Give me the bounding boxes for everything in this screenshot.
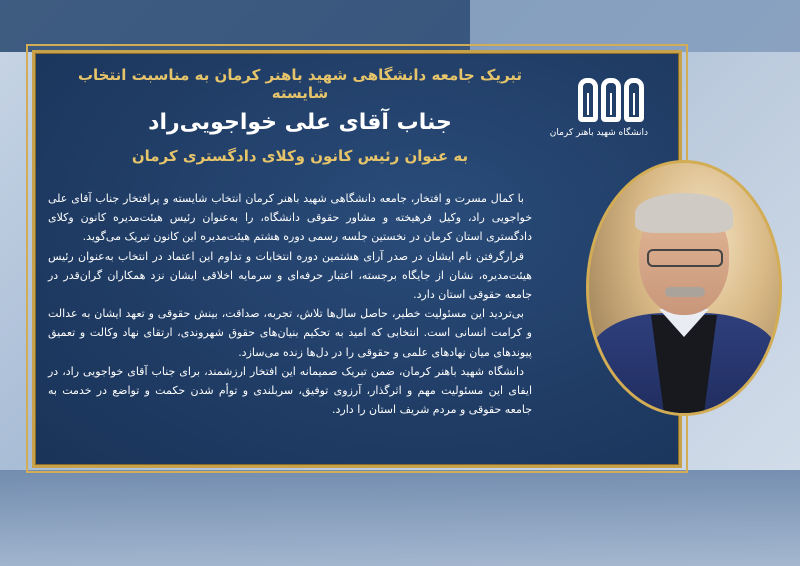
message-paragraph: قرارگرفتن نام ایشان در صدر آرای هشتمین دوره انتخابات و تداوم این اعتماد در انتخاب به‌عنوان رئیس هیئت‌مدیره، نشان از جایگاه برجسته، اعتبار حرفه‌ای و سرمایه اخلاقی ایشان نزد همکاران گران‌قدر در جامعه حقوقی استان دارد.: [48, 249, 532, 302]
honoree-position: به عنوان رئیس کانون وکلای دادگستری کرمان: [131, 147, 469, 165]
message-body: [48, 189, 532, 419]
portrait-moustache: [665, 287, 705, 297]
header-subtitle: تبریک جامعه دانشگاهی شهید باهنر کرمان به مناسبت انتخاب شایسته: [77, 66, 523, 102]
frame-border-line: [26, 471, 688, 473]
portrait-glasses: [647, 249, 723, 267]
message-paragraph: با کمال مسرت و افتخار، جامعه دانشگاهی شهید باهنر کرمان انتخاب شایسته و پرافتخار جناب آقای علی خواجویی راد، وکیل فرهیخته و مشاور حقوقی دانشگاه، را به‌عنوان رئیس هیئت‌مدیره کانون وکلای دادگستری استان کرمان در نخستین جلسه رسمی دوره هشتم هیئت‌مدیره این کانون تبریک می‌گوید.: [48, 192, 532, 244]
logo-icon: [574, 78, 648, 122]
honoree-name: جناب آقای علی خواجویی‌راد: [148, 110, 452, 135]
logo-shape: [578, 78, 598, 122]
logo-shape: [601, 78, 621, 122]
frame-border-line: [26, 44, 28, 473]
frame-border-line: [26, 44, 688, 46]
honoree-portrait: [586, 160, 782, 416]
background-panel-bottom: [0, 470, 800, 566]
university-logo: [549, 78, 648, 156]
message-paragraph: بی‌تردید این مسئولیت خطیر، حاصل سال‌ها تلاش، تجربه، صداقت، بینش حقوقی و تعهد ایشان به عدالت و کرامت انسانی است. انتخابی که امید به تحکیم بنیان‌های حقوق شهروندی، ارتقای نهاد وکالت و تعمیق پیوندهای میان نهادهای علمی و حقوقی را در دل‌ها زنده می‌سازد.: [48, 307, 532, 359]
logo-shape: [624, 78, 644, 122]
message-paragraph: دانشگاه شهید باهنر کرمان، ضمن تبریک صمیمانه این افتخار ارزشمند، برای جناب آقای خواجویی راد، در ایفای این مسئولیت مهم و اثرگذار، آرزوی توفیق، سربلندی و توأم شدن حکمت و تواضع در خدمت به جامعه حقوقی و مردم شریف استان را دارد.: [48, 364, 532, 417]
portrait-hair: [635, 193, 733, 233]
card-header: [60, 66, 540, 165]
logo-text: دانشگاه شهید باهنر کرمان: [549, 128, 648, 138]
